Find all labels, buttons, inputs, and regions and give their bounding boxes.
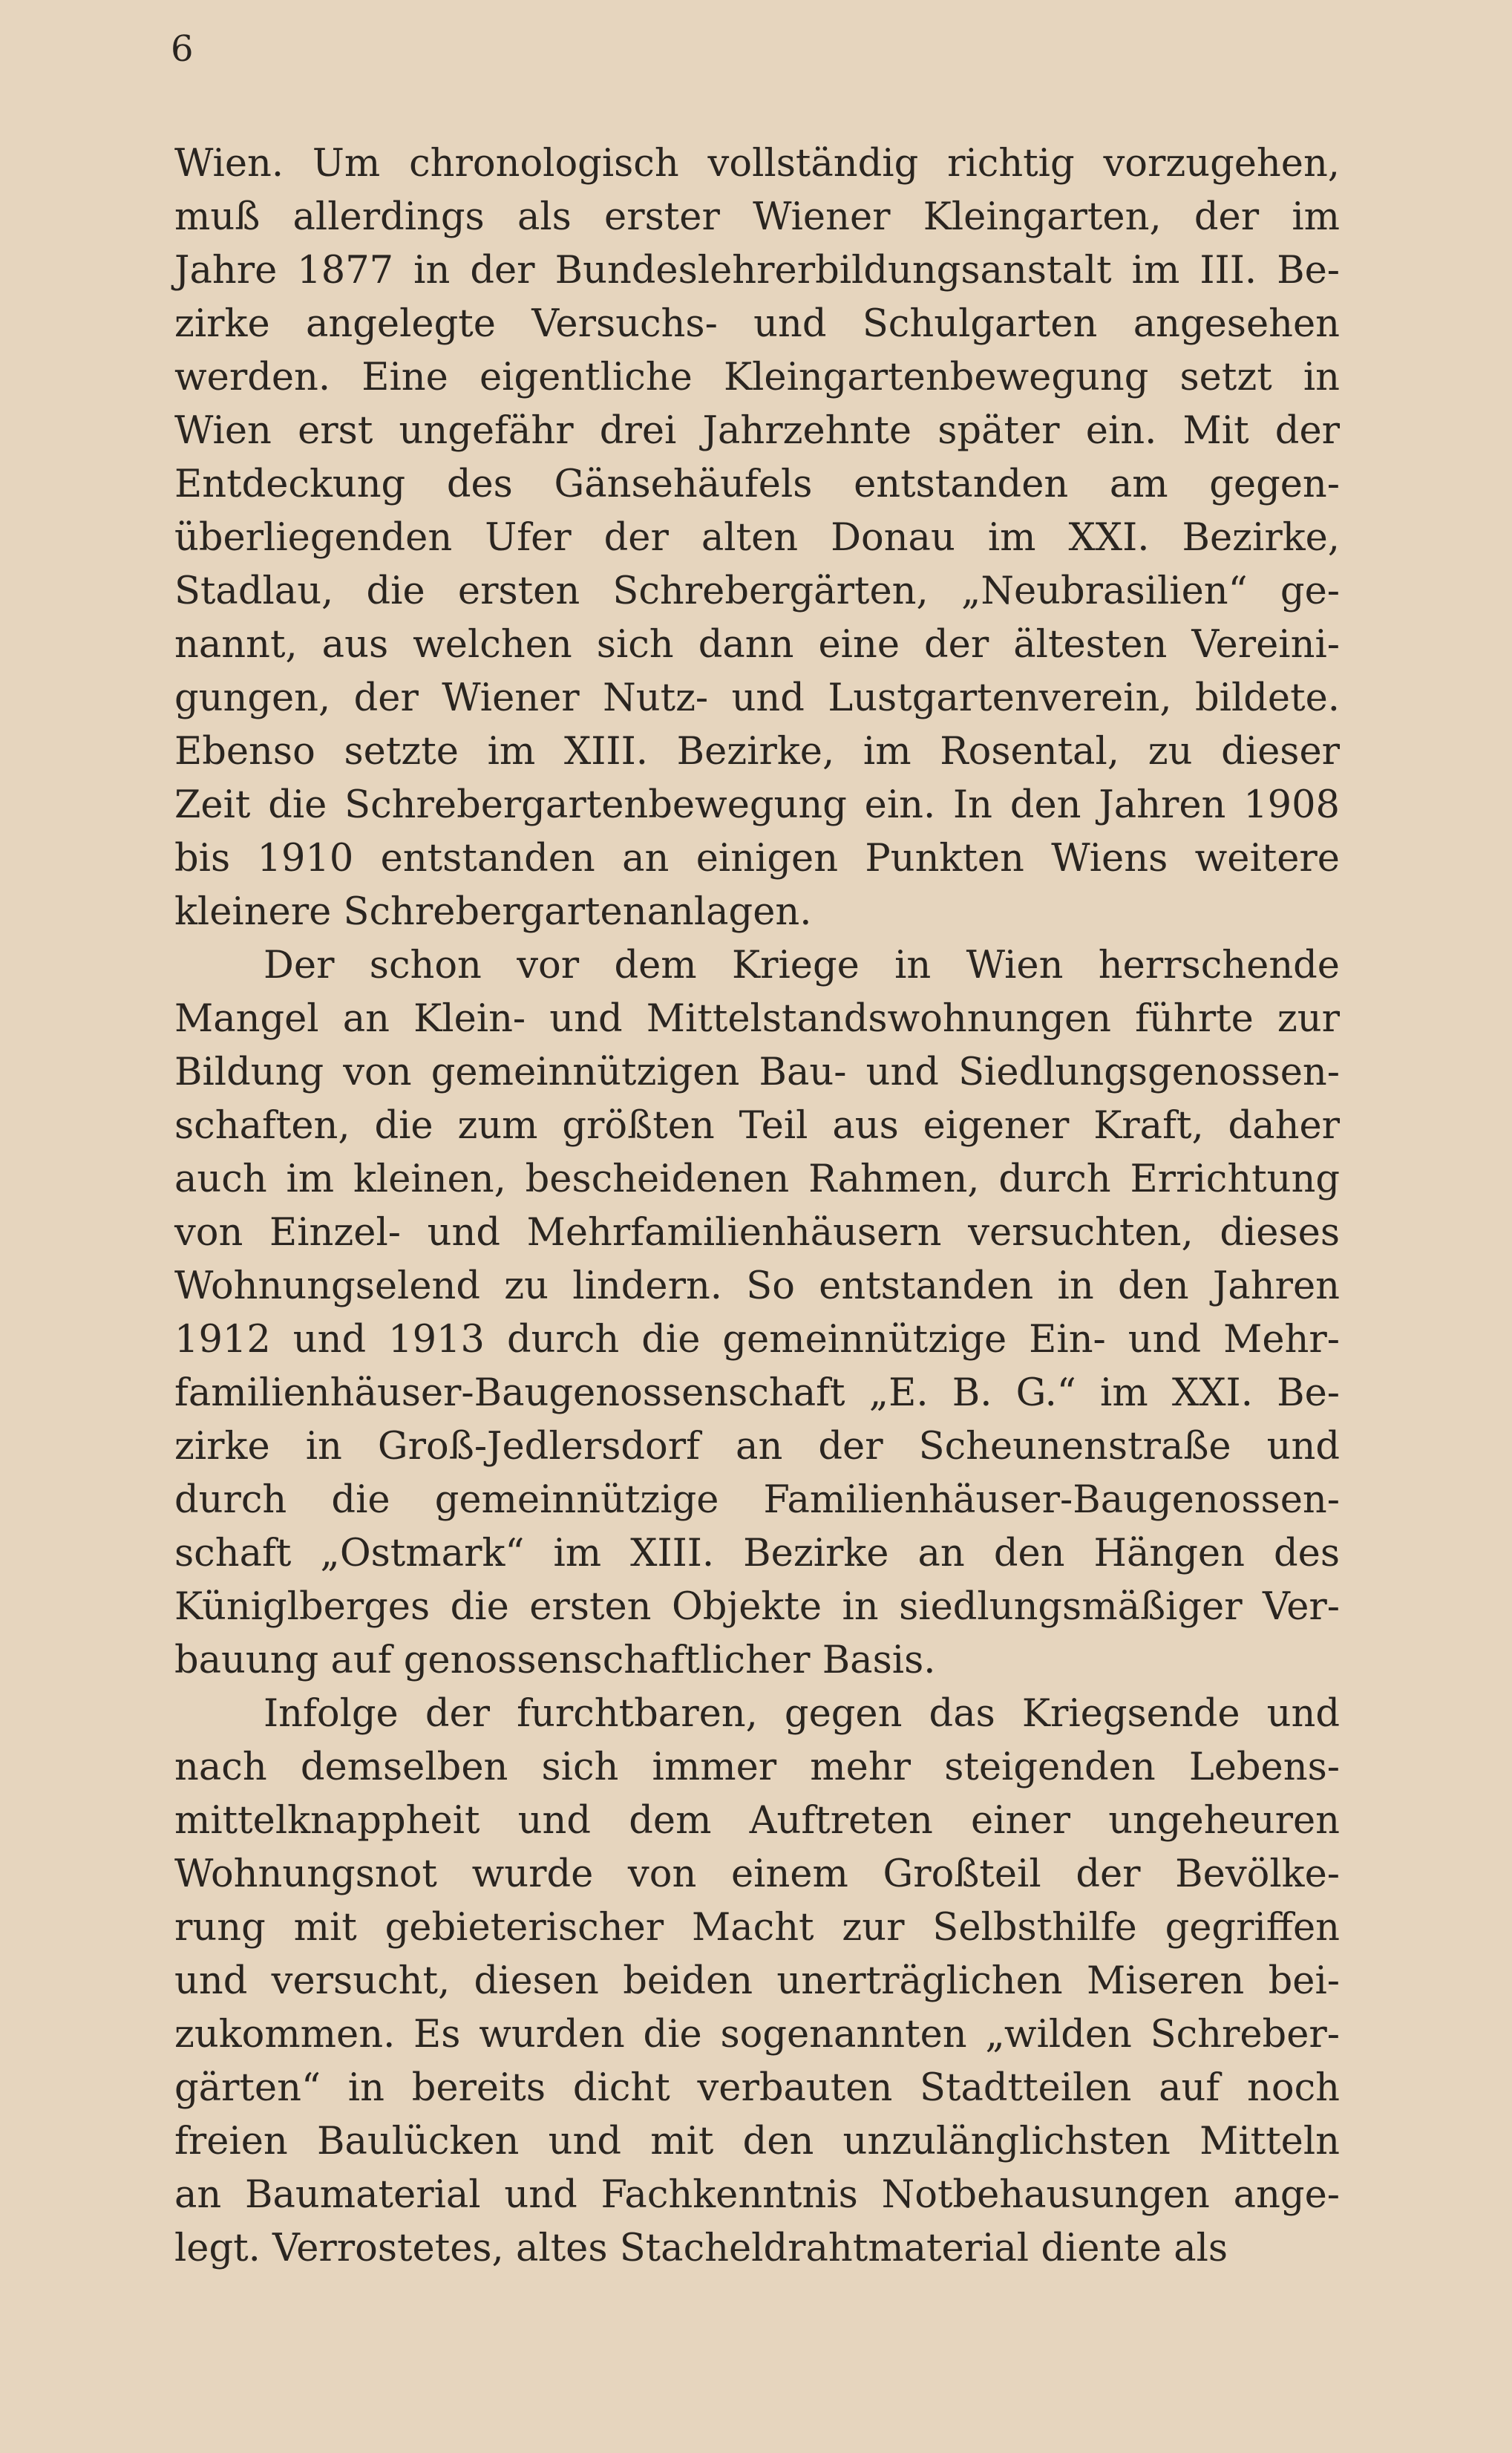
text-line: Entdeckung des Gänsehäufels entstanden am gegen- <box>174 463 1340 506</box>
text-line: kleinere Schrebergartenanlagen. <box>174 890 812 934</box>
text-line: nach demselben sich immer mehr steigenden Lebens- <box>174 1745 1340 1789</box>
text-line: gärten“ in bereits dicht verbauten Stadtteilen auf noch <box>174 2066 1340 2110</box>
text-line: Wohnungsnot wurde von einem Großteil der Bevölke- <box>174 1852 1340 1896</box>
text-line: Wohnungselend zu lindern. So entstanden in den Jahren <box>174 1264 1340 1308</box>
text-line: Jahre 1877 in der Bundeslehrerbildungsanstalt im III. Be- <box>174 249 1340 293</box>
text-line: überliegenden Ufer der alten Donau im XXI. Bezirke, <box>174 516 1340 560</box>
text-line: Stadlau, die ersten Schrebergärten, „Neubrasilien“ ge- <box>174 569 1340 613</box>
paragraph <box>174 137 1340 939</box>
text-line: gungen, der Wiener Nutz- und Lustgartenverein, bildete. <box>174 676 1340 720</box>
text-line: zirke in Groß-Jedlersdorf an der Scheunenstraße und <box>174 1425 1340 1469</box>
text-line: Der schon vor dem Kriege in Wien herrschende <box>264 944 1340 987</box>
text-line: Wien erst ungefähr drei Jahrzehnte später ein. Mit der <box>174 409 1340 453</box>
text-line: freien Baulücken und mit den unzulänglichsten Mitteln <box>174 2120 1340 2163</box>
page-number: 6 <box>171 28 194 70</box>
text-line: Zeit die Schrebergartenbewegung ein. In den Jahren 1908 <box>174 783 1340 827</box>
text-line: schaft „Ostmark“ im XIII. Bezirke an den Hängen des <box>174 1532 1340 1575</box>
text-line: rung mit gebieterischer Macht zur Selbsthilfe gegriffen <box>174 1906 1340 1950</box>
text-line: muß allerdings als erster Wiener Kleingarten, der im <box>174 195 1340 239</box>
text-line: mittelknappheit und dem Auftreten einer ungeheuren <box>174 1799 1340 1843</box>
text-line: Bildung von gemeinnützigen Bau- und Siedlungsgenossen- <box>174 1051 1340 1094</box>
text-line: bis 1910 entstanden an einigen Punkten Wiens weitere <box>174 837 1340 881</box>
text-line: an Baumaterial und Fachkenntnis Notbehausungen ange- <box>174 2173 1340 2217</box>
text-line: Infolge der furchtbaren, gegen das Kriegsende und <box>264 1692 1340 1736</box>
text-line: durch die gemeinnützige Familienhäuser-Baugenossen- <box>174 1478 1340 1522</box>
text-line: zukommen. Es wurden die sogenannten „wilden Schreber- <box>174 2013 1340 2057</box>
text-line: von Einzel- und Mehrfamilienhäusern versuchten, dieses <box>174 1211 1340 1255</box>
text-line: schaften, die zum größten Teil aus eigener Kraft, daher <box>174 1104 1340 1148</box>
paragraph <box>174 1688 1340 2276</box>
paragraph <box>174 939 1340 1688</box>
text-line: bauung auf genossenschaftlicher Basis. <box>174 1639 936 1682</box>
text-line: 1912 und 1913 durch die gemeinnützige Ein- und Mehr- <box>174 1318 1340 1362</box>
body-text <box>174 137 1340 2276</box>
text-line: legt. Verrostetes, altes Stacheldrahtmaterial diente als <box>174 2227 1228 2270</box>
text-line: Mangel an Klein- und Mittelstandswohnungen führte zur <box>174 997 1340 1041</box>
text-line: Ebenso setzte im XIII. Bezirke, im Rosental, zu dieser <box>174 730 1340 774</box>
text-line: Küniglberges die ersten Objekte in siedlungsmäßiger Ver- <box>174 1585 1340 1629</box>
text-line: werden. Eine eigentliche Kleingartenbewegung setzt in <box>174 356 1340 399</box>
text-line: familienhäuser-Baugenossenschaft „E. B. G.“ im XXI. Be- <box>174 1371 1340 1415</box>
text-line: Wien. Um chronologisch vollständig richtig vorzugehen, <box>174 142 1340 186</box>
text-line: auch im kleinen, bescheidenen Rahmen, durch Errichtung <box>174 1157 1340 1201</box>
text-line: und versucht, diesen beiden unerträglichen Miseren bei- <box>174 1959 1340 2003</box>
text-line: zirke angelegte Versuchs- und Schulgarten angesehen <box>174 302 1340 346</box>
text-line: nannt, aus welchen sich dann eine der ältesten Vereini- <box>174 623 1340 667</box>
